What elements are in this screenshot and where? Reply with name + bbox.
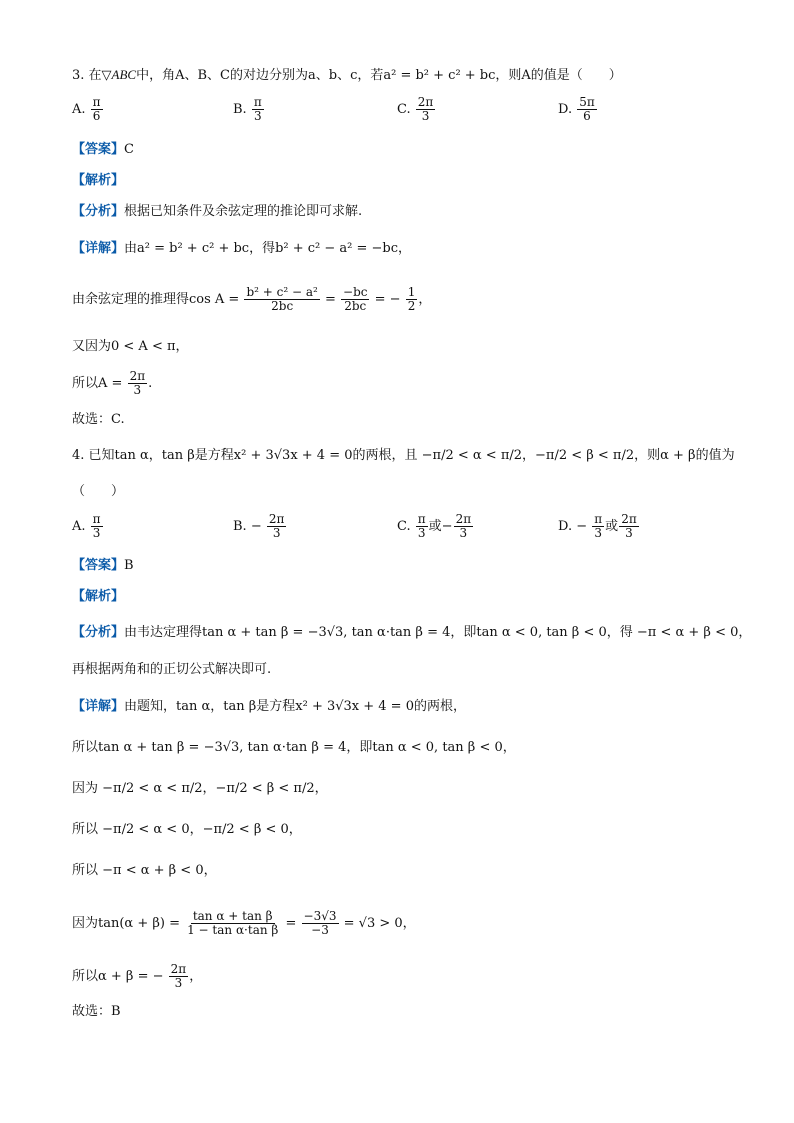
answer-tag: 【答案】 xyxy=(72,142,125,157)
q4-stem-2 xyxy=(72,483,124,501)
q3-detail-3 xyxy=(72,338,189,356)
detail-tag: 【详解】 xyxy=(72,241,125,256)
option-label: C. xyxy=(397,102,411,117)
numerator: π xyxy=(594,512,603,526)
option-or: 或− xyxy=(428,519,453,534)
fraction xyxy=(91,96,103,123)
option-label: D. xyxy=(558,102,573,117)
denominator: 3 xyxy=(133,383,142,397)
q4-fenxi xyxy=(72,624,751,642)
fenxi-text: 根据已知条件及余弦定理的推论即可求解. xyxy=(124,204,363,219)
numerator: b² + c² − a² xyxy=(246,285,318,299)
q4-choose xyxy=(72,1003,121,1021)
detail-text: 因为tan(α + β) = xyxy=(72,916,180,931)
fraction xyxy=(128,370,148,397)
q3-stem-text: 中，角A、B、C的对边分别为a、b、c，若a² = b² + c² + bc，则A的值是（ ） xyxy=(136,68,622,83)
numerator: 2π xyxy=(170,962,187,976)
detail-text: 所以α + β = − xyxy=(72,969,164,984)
detail-text: 因为 −π/2 < α < π/2，−π/2 < β < π/2， xyxy=(72,781,328,796)
analysis-tag: 【解析】 xyxy=(72,173,125,188)
q4-stem-text: 4. 已知tan α，tan β是方程x² + 3√3x + 4 = 0的两根，且 −π/2 < α < π/2，−π/2 < β < π/2，则α + β的值为 xyxy=(72,448,735,463)
q4-analysis-tag xyxy=(72,588,124,606)
answer-value: B xyxy=(124,558,134,573)
detail-text: 由余弦定理的推理得cos A = xyxy=(72,292,240,307)
q3-option-b xyxy=(233,96,265,123)
q4-detail-2 xyxy=(72,739,516,757)
fraction xyxy=(416,96,436,123)
q3-option-d xyxy=(558,96,598,123)
option-label: A. xyxy=(72,102,86,117)
option-label: A. xyxy=(72,519,86,534)
option-label: B. xyxy=(233,102,247,117)
detail-text: 由a² = b² + c² + bc，得b² + c² − a² = −bc， xyxy=(124,241,412,256)
fraction xyxy=(185,910,280,937)
q4-detail-3 xyxy=(72,780,328,798)
q3-answer xyxy=(72,141,134,159)
q3-detail-1 xyxy=(72,240,411,258)
choose-text: 故选：B xyxy=(72,1004,121,1019)
numerator: tan α + tan β xyxy=(192,909,273,923)
detail-text: 又因为0 < A < π， xyxy=(72,339,189,354)
q4-fenxi-2 xyxy=(72,661,271,679)
detail-text: = √3 > 0， xyxy=(343,916,416,931)
comma: ， xyxy=(189,969,203,984)
denominator: 3 xyxy=(421,109,430,123)
option-label: D. xyxy=(558,519,573,534)
numerator: π xyxy=(92,95,101,109)
numerator: 2π xyxy=(268,512,285,526)
denominator: 3 xyxy=(459,526,468,540)
choose-text: 故选：C. xyxy=(72,412,125,427)
q4-detail-4 xyxy=(72,821,302,839)
fenxi-text: 由韦达定理得tan α + tan β = −3√3, tan α·tan β = 4，即tan α < 0, tan β < 0，得 −π < α + β < 0， xyxy=(124,625,752,640)
detail-text: 所以 −π < α + β < 0， xyxy=(72,863,217,878)
equals-sign: = xyxy=(324,292,336,307)
numerator: −3√3 xyxy=(303,909,337,923)
numerator: π xyxy=(92,512,101,526)
denominator: 3 xyxy=(174,976,183,990)
denominator: 2 xyxy=(407,299,416,313)
fraction xyxy=(619,513,639,540)
q4-detail-5 xyxy=(72,862,217,880)
denominator: 2bc xyxy=(271,299,294,313)
fraction xyxy=(252,96,264,123)
fraction xyxy=(91,513,103,540)
option-label: C. xyxy=(397,519,411,534)
fraction xyxy=(244,286,319,313)
denominator: 3 xyxy=(417,526,426,540)
q4-stem xyxy=(72,447,735,465)
fraction xyxy=(406,286,418,313)
numerator: π xyxy=(417,512,426,526)
numerator: 2π xyxy=(455,512,472,526)
answer-value: C xyxy=(124,142,134,157)
q3-stem-prefix: 3. 在 xyxy=(72,68,102,83)
detail-text: 所以tan α + tan β = −3√3, tan α·tan β = 4，即tan α < 0, tan β < 0， xyxy=(72,740,516,755)
fenxi-text: 再根据两角和的正切公式解决即可. xyxy=(72,662,272,677)
numerator: 2π xyxy=(621,512,637,526)
denominator: 3 xyxy=(92,526,101,540)
fraction xyxy=(416,513,428,540)
q4-detail-7 xyxy=(72,963,202,990)
analysis-tag: 【解析】 xyxy=(72,589,125,604)
fenxi-tag: 【分析】 xyxy=(72,204,125,219)
numerator: 2π xyxy=(129,369,146,383)
detail-text: 由题知，tan α，tan β是方程x² + 3√3x + 4 = 0的两根， xyxy=(124,699,466,714)
detail-text: 所以A = xyxy=(72,376,123,391)
fraction xyxy=(577,96,597,123)
option-prefix: − xyxy=(250,519,262,534)
numerator: −bc xyxy=(343,285,368,299)
equals-minus: = − xyxy=(374,292,401,307)
fenxi-tag: 【分析】 xyxy=(72,625,125,640)
q3-stem xyxy=(72,66,622,85)
denominator: 6 xyxy=(583,109,591,123)
denominator: 3 xyxy=(594,526,603,540)
fraction xyxy=(341,286,369,313)
denominator: −3 xyxy=(311,923,329,937)
denominator: 3 xyxy=(272,526,281,540)
answer-tag: 【答案】 xyxy=(72,558,125,573)
fraction xyxy=(302,910,339,937)
denominator: 3 xyxy=(625,526,633,540)
detail-tag: 【详解】 xyxy=(72,699,125,714)
q3-detail-2 xyxy=(72,286,431,313)
q3-triangle: ▽ABC xyxy=(101,67,137,82)
equals-sign: = xyxy=(285,916,297,931)
option-or: 或 xyxy=(605,519,619,534)
comma: ， xyxy=(418,292,432,307)
q3-analysis-tag xyxy=(72,172,124,190)
numerator: 1 xyxy=(407,285,416,299)
option-prefix: − xyxy=(576,519,588,534)
numerator: 5π xyxy=(579,95,595,109)
q4-detail-6 xyxy=(72,910,416,937)
denominator: 2bc xyxy=(344,299,367,313)
denominator: 6 xyxy=(92,109,101,123)
q4-option-b xyxy=(233,513,287,540)
numerator: π xyxy=(253,95,262,109)
period: . xyxy=(148,376,153,391)
fraction xyxy=(169,963,189,990)
q4-option-c xyxy=(397,513,474,540)
q3-option-c xyxy=(397,96,436,123)
q4-option-a xyxy=(72,513,104,540)
q4-detail-1 xyxy=(72,698,466,716)
q3-choose xyxy=(72,411,125,429)
fraction xyxy=(267,513,287,540)
q4-option-d xyxy=(558,513,640,540)
q4-stem-paren: （ ） xyxy=(72,484,125,499)
fraction xyxy=(454,513,474,540)
denominator: 1 − tan α·tan β xyxy=(187,923,279,937)
q3-detail-4 xyxy=(72,370,152,397)
q4-answer xyxy=(72,557,134,575)
q3-fenxi xyxy=(72,203,362,221)
denominator: 3 xyxy=(253,109,262,123)
option-label: B. xyxy=(233,519,247,534)
fraction xyxy=(592,513,604,540)
q3-option-a xyxy=(72,96,104,123)
numerator: 2π xyxy=(417,95,434,109)
detail-text: 所以 −π/2 < α < 0，−π/2 < β < 0， xyxy=(72,822,302,837)
